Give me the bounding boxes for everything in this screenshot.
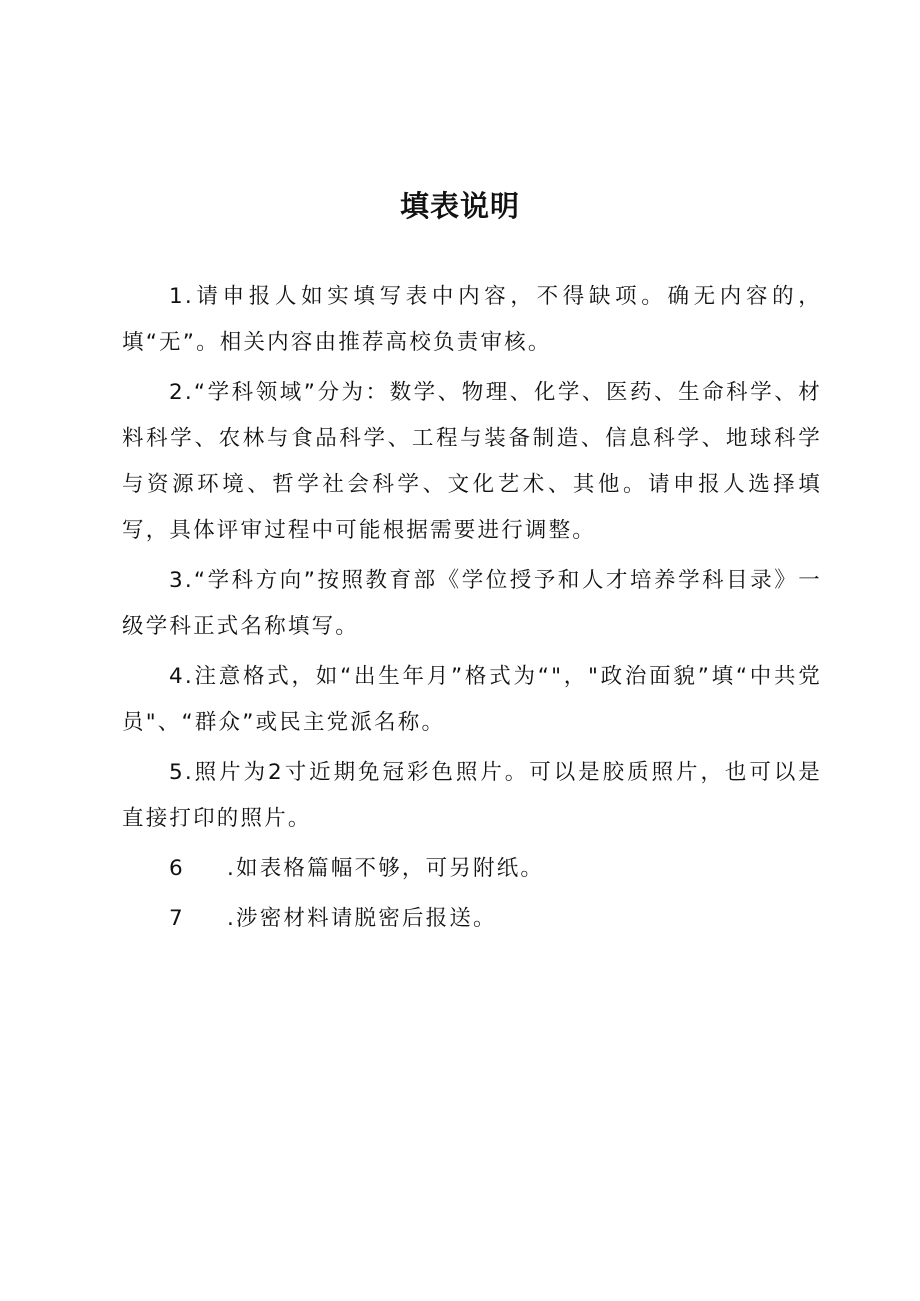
item-text: .如表格篇幅不够，可另附纸。	[227, 856, 545, 881]
instruction-item-1	[122, 274, 822, 366]
item-number: 4	[169, 664, 185, 689]
item-text: .注意格式，如“出生年月”格式为“"，"政治面貌”填“中共党员"、“群众”或民主党派名称。	[122, 664, 822, 735]
instruction-item-4	[122, 654, 822, 746]
item-number: 7	[169, 906, 185, 931]
item-text: .涉密材料请脱密后报送。	[227, 906, 497, 931]
instruction-item-5	[122, 750, 822, 842]
page-title: 填表说明	[399, 189, 520, 223]
item-number: 5	[169, 760, 185, 785]
instruction-list	[122, 274, 822, 946]
item-text: .“学科领域”分为：数学、物理、化学、医药、生命科学、材料科学、农林与食品科学、工程与装备制造、信息科学、地球科学与资源环境、哲学社会科学、文化艺术、其他。请申报人选择填写，具体评审过程中可能根据需要进行调整。	[122, 380, 822, 543]
item-number: 1	[169, 284, 185, 309]
item-text: .照片为2寸近期免冠彩色照片。可以是胶质照片，也可以是直接打印的照片。	[122, 760, 822, 831]
item-text: .“学科方向”按照教育部《学位授予和人才培养学科目录》一级学科正式名称填写。	[122, 568, 822, 639]
item-number: 6	[169, 856, 185, 881]
instruction-item-7	[122, 896, 822, 942]
instruction-item-2	[122, 370, 822, 554]
instruction-item-6	[122, 846, 822, 892]
item-text: .请申报人如实填写表中内容，不得缺项。确无内容的，填“无”。相关内容由推荐高校负责审核。	[122, 284, 822, 355]
item-number: 3	[169, 568, 185, 593]
item-number: 2	[169, 380, 185, 405]
instruction-item-3	[122, 558, 822, 650]
